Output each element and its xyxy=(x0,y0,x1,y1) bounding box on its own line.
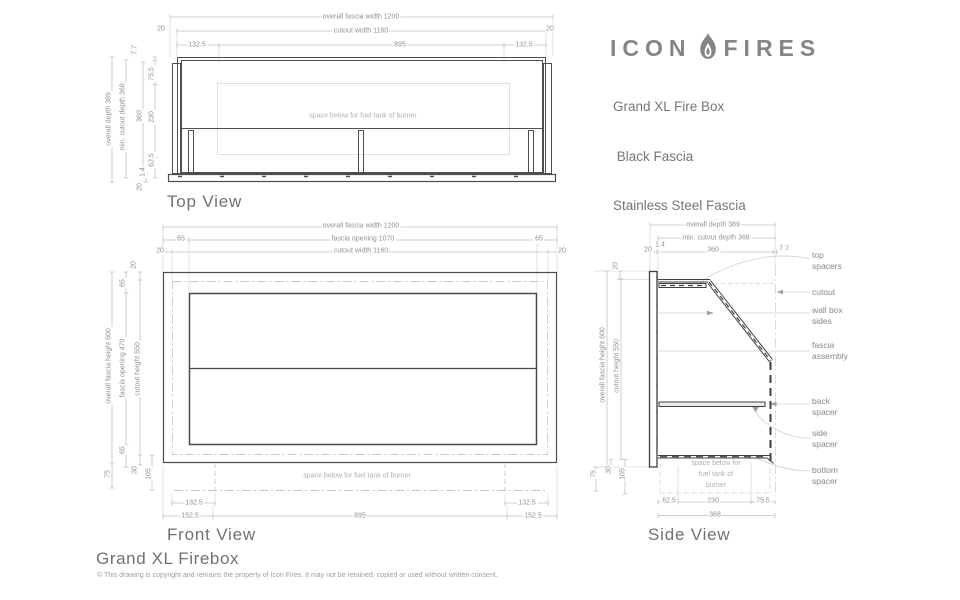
fv-dim-v30: 30 xyxy=(131,466,139,474)
product-line: Grand XL Fire Box xyxy=(613,99,725,114)
fv-dim-overall-width: overall fascia width 1200 xyxy=(322,222,400,230)
sv-dim-b62-5: 62.5 xyxy=(662,497,676,505)
fv-dim-v75: 75 xyxy=(104,470,112,478)
tv-dim-seg-right: 132.5 xyxy=(515,41,533,49)
brand-logo xyxy=(610,32,821,65)
fv-fuel-note: space below for fuel tank of burner xyxy=(301,472,412,483)
front-view-title: Front View xyxy=(167,525,256,544)
sv-dim-t20: 20 xyxy=(644,246,652,254)
fv-dim-b152-left: 152.5 xyxy=(181,512,199,520)
callout-wall-box-sides: wall box sides xyxy=(812,305,843,326)
tv-dim-seg-left: 132.5 xyxy=(188,41,206,49)
fv-dim-overall-height: overall fascia height 600 xyxy=(105,328,113,404)
sv-dim-min-cutout-depth: min. cutout depth 368 xyxy=(682,234,750,242)
fv-dim-fascia-opening-w: fascia opening 1070 xyxy=(331,235,395,243)
tv-dim-7-7: 7.7 xyxy=(131,45,139,55)
fv-dim-cutout-height: cutout height 550 xyxy=(134,342,142,396)
fv-dim-v65-bottom: 65 xyxy=(119,446,127,454)
product-line: Stainless Steel Fascia xyxy=(613,198,746,213)
tv-dim-62-5: 62.5 xyxy=(148,153,156,167)
tv-dim-230: 230 xyxy=(148,111,156,123)
logo-text-fires: FIRES xyxy=(723,35,822,61)
tv-dim-360: 360 xyxy=(136,110,144,122)
sv-dim-overall-depth: overall depth 389 xyxy=(686,221,740,229)
flame-icon xyxy=(697,32,719,62)
tv-dim-overall-width: overall fascia width 1200 xyxy=(322,13,400,21)
fv-dim-65-right: 65 xyxy=(535,235,543,243)
top-view-extension-lines xyxy=(170,20,553,62)
tv-dim-seg-center: 895 xyxy=(394,41,406,49)
fv-dim-cutout-width: cutout width 1160 xyxy=(333,247,389,255)
sv-dim-v20: 20 xyxy=(612,262,620,270)
top-view-dimension-lines xyxy=(110,15,554,193)
logo-text-icon: ICON xyxy=(610,35,692,61)
sv-dim-v30: 30 xyxy=(605,466,613,474)
callout-cutout: cutout xyxy=(812,287,836,297)
fv-dim-v20: 20 xyxy=(130,261,138,269)
tv-dim-edge-left: 20 xyxy=(157,25,165,33)
product-line: Black Fascia xyxy=(613,148,694,164)
tv-dim-cutout-width: cutout width 1160 xyxy=(333,27,389,35)
sv-dim-t360: 360 xyxy=(707,246,719,254)
tv-dim-75-5: 75.5 xyxy=(148,67,156,81)
sv-dim-overall-height: overall fascia height 600 xyxy=(599,327,607,403)
tv-dim-1-4: 1.4 xyxy=(139,167,147,177)
sv-dim-cutout-height: cutout height 550 xyxy=(613,339,621,393)
front-view-part-lines xyxy=(164,273,557,463)
sv-dim-t7-7: 7.7 xyxy=(779,245,789,253)
callout-top-spacers: top spacers xyxy=(812,250,842,271)
tv-dim-edge-right: 20 xyxy=(546,25,554,33)
callout-side-spacer: side spacer xyxy=(812,428,838,449)
tv-dim-min-cutout-depth: min. cutout depth 368 xyxy=(119,83,127,151)
callout-back-spacer: back spacer xyxy=(812,396,838,417)
sv-dim-b75-5: 75.5 xyxy=(756,497,770,505)
fv-dim-b895: 895 xyxy=(354,512,366,520)
tv-dim-overall-depth: overall depth 389 xyxy=(105,92,113,146)
sv-dim-b230: 230 xyxy=(707,497,719,505)
sv-dim-b368: 368 xyxy=(709,511,721,519)
sv-fuel-note: space below for fuel tank of burner xyxy=(687,459,745,492)
callout-bottom-spacer: bottom spacer xyxy=(812,465,838,486)
fv-dim-b152-right: 152.5 xyxy=(524,512,542,520)
tv-fuel-note: space below for fuel tank of burner xyxy=(307,112,418,123)
sv-dim-v75: 75 xyxy=(590,470,598,478)
top-view-title: Top View xyxy=(167,192,243,211)
fv-dim-fascia-opening-h: fascia opening 470 xyxy=(119,338,127,398)
sv-dim-v105: 105 xyxy=(619,468,627,480)
tv-dim-20: 20 xyxy=(136,183,144,191)
fv-dim-b132-left: 132.5 xyxy=(185,499,203,507)
side-view-part-lines xyxy=(650,272,774,468)
fv-dim-65-left: 65 xyxy=(177,235,185,243)
sheet-title: Grand XL Firebox xyxy=(96,549,240,568)
fv-dim-20-right: 20 xyxy=(558,247,566,255)
sv-dim-t1-4: 1.4 xyxy=(655,241,665,249)
copyright-note: © This drawing is copyright and remains the property of Icon Fires. It may not be retained, copied or used without written consent. xyxy=(97,572,498,579)
product-description xyxy=(613,66,746,248)
callout-fascia-assembly: fascia assembly xyxy=(812,340,848,361)
fv-dim-v105: 105 xyxy=(145,468,153,480)
fv-dim-b132-right: 132.5 xyxy=(518,499,536,507)
fv-dim-20-left: 20 xyxy=(156,247,164,255)
side-view-title: Side View xyxy=(648,525,731,544)
fv-dim-v65-top: 65 xyxy=(119,279,127,287)
front-view-cutout-lines xyxy=(173,282,548,492)
